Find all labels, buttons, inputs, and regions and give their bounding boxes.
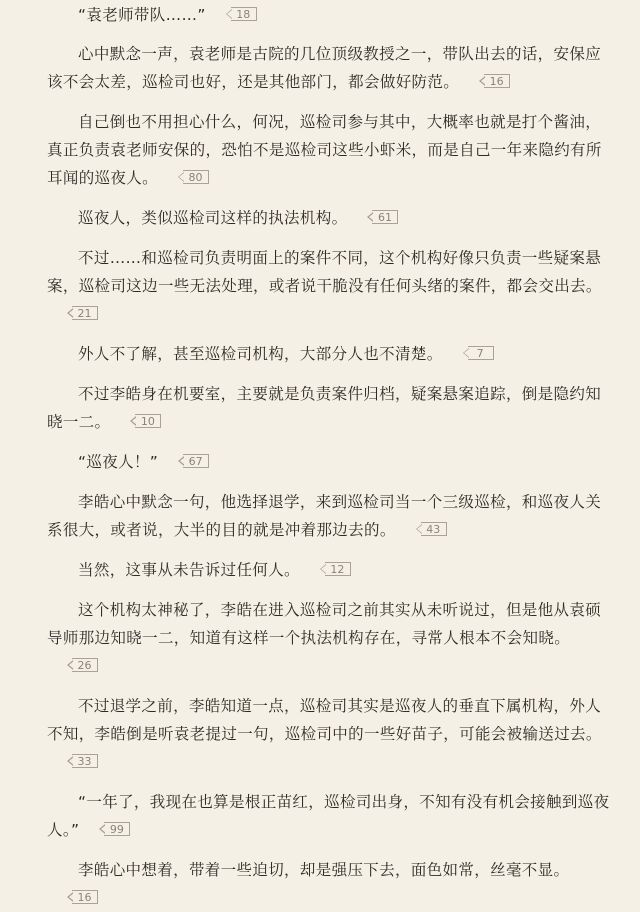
paragraph-comment-badge[interactable]: [226, 6, 257, 22]
paragraph-text: “一年了，我现在也算是根正苗红，巡检司出身，不知有没有机会接触到巡夜人。”: [47, 793, 610, 839]
speech-bubble-tail-icon: [226, 9, 232, 19]
paragraph-comment-badge[interactable]: [479, 73, 510, 89]
paragraph-text: 李皓心中想着，带着一些迫切，却是强压下去，面色如常，丝毫不显。: [78, 861, 570, 879]
paragraph-comment-badge[interactable]: [67, 753, 98, 769]
chapter-reader: [0, 1, 640, 904]
paragraph-text: 心中默念一声，袁老师是古院的几位顶级教授之一，带队出去的话，安保应该不会太差，巡检司也好，还是其他部门，都会做好防范。: [47, 45, 602, 91]
paragraph: [47, 1, 616, 29]
paragraph-comment-badge[interactable]: [416, 521, 447, 537]
paragraph: [47, 340, 616, 368]
comment-count: 21: [72, 306, 98, 320]
speech-bubble-tail-icon: [367, 212, 373, 222]
paragraph: [47, 244, 616, 328]
paragraph-text: 当然，这事从未告诉过任何人。: [78, 561, 300, 579]
comment-count: 16: [484, 74, 510, 88]
paragraph-comment-badge[interactable]: [67, 889, 98, 905]
paragraph: [47, 596, 616, 680]
comment-count: 12: [325, 562, 351, 576]
paragraph-comment-badge[interactable]: [99, 821, 130, 837]
comment-count: 80: [183, 170, 209, 184]
paragraph: [47, 856, 616, 912]
paragraph: [47, 380, 616, 436]
paragraph-comment-badge[interactable]: [67, 657, 98, 673]
paragraph-comment-badge[interactable]: [320, 561, 351, 577]
comment-count: 7: [468, 346, 494, 360]
paragraph-comment-badge[interactable]: [130, 413, 161, 429]
speech-bubble-tail-icon: [67, 892, 73, 902]
paragraph: [47, 204, 616, 232]
comment-count: 10: [135, 414, 161, 428]
speech-bubble-tail-icon: [178, 456, 184, 466]
speech-bubble-tail-icon: [320, 564, 326, 574]
comment-count: 33: [72, 754, 98, 768]
paragraph-text: “袁老师带队……”: [78, 6, 206, 24]
comment-count: 67: [183, 454, 209, 468]
comment-count: 61: [372, 210, 398, 224]
paragraph-text: 这个机构太神秘了，李皓在进入巡检司之前其实从未听说过，但是他从袁硕导师那边知晓一二，知道有这样一个执法机构存在，寻常人根本不会知晓。: [47, 601, 602, 647]
speech-bubble-tail-icon: [67, 660, 73, 670]
comment-count: 99: [104, 822, 130, 836]
speech-bubble-tail-icon: [416, 524, 422, 534]
paragraph: [47, 556, 616, 584]
speech-bubble-tail-icon: [463, 348, 469, 358]
paragraph: [47, 40, 616, 96]
paragraph-text: 外人不了解，甚至巡检司机构，大部分人也不清楚。: [78, 345, 443, 363]
paragraph-comment-badge[interactable]: [178, 169, 209, 185]
speech-bubble-tail-icon: [67, 756, 73, 766]
paragraph-text: 不过……和巡检司负责明面上的案件不同，这个机构好像只负责一些疑案悬案，巡检司这边一些无法处理，或者说干脆没有任何头绪的案件，都会交出去。: [47, 249, 602, 295]
speech-bubble-tail-icon: [67, 308, 73, 318]
paragraph-comment-badge[interactable]: [67, 305, 98, 321]
speech-bubble-tail-icon: [178, 172, 184, 182]
comment-count: 26: [72, 658, 98, 672]
comment-count: 43: [421, 522, 447, 536]
paragraph-text: “巡夜人！”: [78, 453, 159, 471]
paragraph-comment-badge[interactable]: [178, 453, 209, 469]
paragraph-comment-badge[interactable]: [367, 209, 398, 225]
comment-count: 18: [231, 7, 257, 21]
paragraph-text: 李皓心中默念一句，他选择退学，来到巡检司当一个三级巡检，和巡夜人关系很大，或者说，大半的目的就是冲着那边去的。: [47, 493, 602, 539]
speech-bubble-tail-icon: [130, 416, 136, 426]
paragraph: [47, 108, 616, 192]
paragraph-text: 巡夜人，类似巡检司这样的执法机构。: [78, 209, 348, 227]
paragraph: [47, 448, 616, 476]
paragraph-text: 不过李皓身在机要室，主要就是负责案件归档，疑案悬案追踪，倒是隐约知晓一二。: [47, 385, 602, 431]
speech-bubble-tail-icon: [99, 824, 105, 834]
paragraph: [47, 692, 616, 776]
paragraph: [47, 488, 616, 544]
paragraph-comment-badge[interactable]: [463, 345, 494, 361]
paragraph: [47, 788, 616, 844]
speech-bubble-tail-icon: [479, 76, 485, 86]
comment-count: 16: [72, 890, 98, 904]
paragraph-text: 自己倒也不用担心什么，何况，巡检司参与其中，大概率也就是打个酱油，真正负责袁老师安保的，恐怕不是巡检司这些小虾米，而是自己一年来隐约有所耳闻的巡夜人。: [47, 113, 602, 187]
paragraph-text: 不过退学之前，李皓知道一点，巡检司其实是巡夜人的垂直下属机构，外人不知，李皓倒是听袁老提过一句，巡检司中的一些好苗子，可能会被输送过去。: [47, 697, 602, 743]
